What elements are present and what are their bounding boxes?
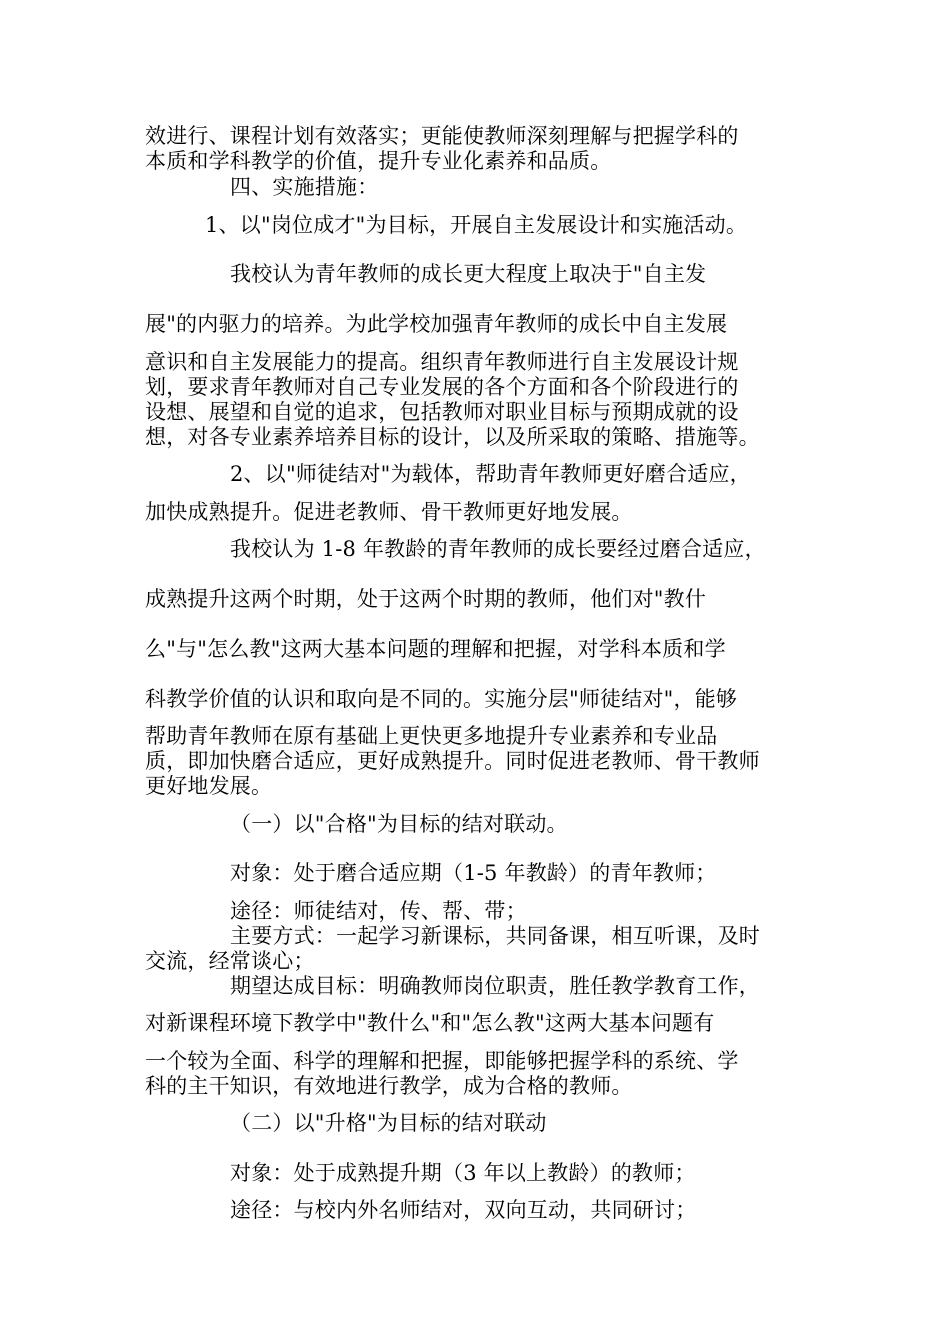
text-line: 途径：师徒结对，传、帮、带；	[230, 899, 527, 923]
text-line: 划，要求青年教师对自己专业发展的各个方面和各个阶段进行的	[145, 375, 739, 399]
section-heading: 四、实施措施：	[230, 175, 379, 199]
text-line: 意识和自主发展能力的提高。组织青年教师进行自主发展设计规	[145, 350, 739, 374]
text-line: 科的主干知识，有效地进行教学，成为合格的教师。	[145, 1074, 633, 1098]
text-line: 主要方式：一起学习新课标，共同备课，相互听课，及时	[230, 924, 760, 948]
subsection-heading: （二）以"升格"为目标的结对联动	[230, 1111, 547, 1135]
text-line: 加快成熟提升。促进老教师、骨干教师更好地发展。	[145, 500, 633, 524]
text-line: 途径：与校内外名师结对，双向互动，共同研讨；	[230, 1198, 697, 1222]
text-line: 对象：处于磨合适应期（1-5 年教龄）的青年教师；	[230, 861, 717, 885]
text-line: 我校认为青年教师的成长更大程度上取决于"自主发	[230, 262, 707, 286]
subsection-heading: 1、以"岗位成才"为目标，开展自主发展设计和实施活动。	[205, 213, 748, 237]
text-line: 成熟提升这两个时期，处于这两个时期的教师，他们对"教什	[145, 587, 707, 611]
text-line: 一个较为全面、科学的理解和把握，即能够把握学科的系统、学	[145, 1049, 739, 1073]
subsection-heading: （一）以"合格"为目标的结对联动。	[230, 812, 568, 836]
text-line: 效进行、课程计划有效落实；更能使教师深刻理解与把握学科的	[145, 124, 739, 148]
text-line: 本质和学科教学的价值，提升专业化素养和品质。	[145, 149, 612, 173]
text-line: 展"的内驱力的培养。为此学校加强青年教师的成长中自主发展	[145, 312, 728, 336]
text-line: 期望达成目标：明确教师岗位职责，胜任教学教育工作，	[230, 974, 760, 998]
text-line: 科教学价值的认识和取向是不同的。实施分层"师徒结对"，能够	[145, 687, 738, 711]
text-line: 帮助青年教师在原有基础上更快更多地提升专业素养和专业品	[145, 724, 718, 748]
text-line: 交流，经常谈心；	[145, 949, 315, 973]
text-line: 设想、展望和自觉的追求，包括教师对职业目标与预期成就的设	[145, 400, 739, 424]
subsection-heading: 2、以"师徒结对"为载体，帮助青年教师更好磨合适应，	[230, 462, 751, 486]
text-line: 想，对各专业素养培养目标的设计，以及所采取的策略、措施等。	[145, 425, 760, 449]
text-line: 对新课程环境下教学中"教什么"和"怎么教"这两大基本问题有	[145, 1011, 715, 1035]
text-line: 质，即加快磨合适应，更好成熟提升。同时促进老教师、骨干教师	[145, 749, 760, 773]
text-line: 更好地发展。	[145, 774, 273, 798]
text-line: 我校认为 1-8 年教龄的青年教师的成长要经过磨合适应，	[230, 537, 766, 561]
text-line: 对象：处于成熟提升期（3 年以上教龄）的教师；	[230, 1161, 696, 1185]
text-line: 么"与"怎么教"这两大基本问题的理解和把握，对学科本质和学	[145, 637, 726, 661]
